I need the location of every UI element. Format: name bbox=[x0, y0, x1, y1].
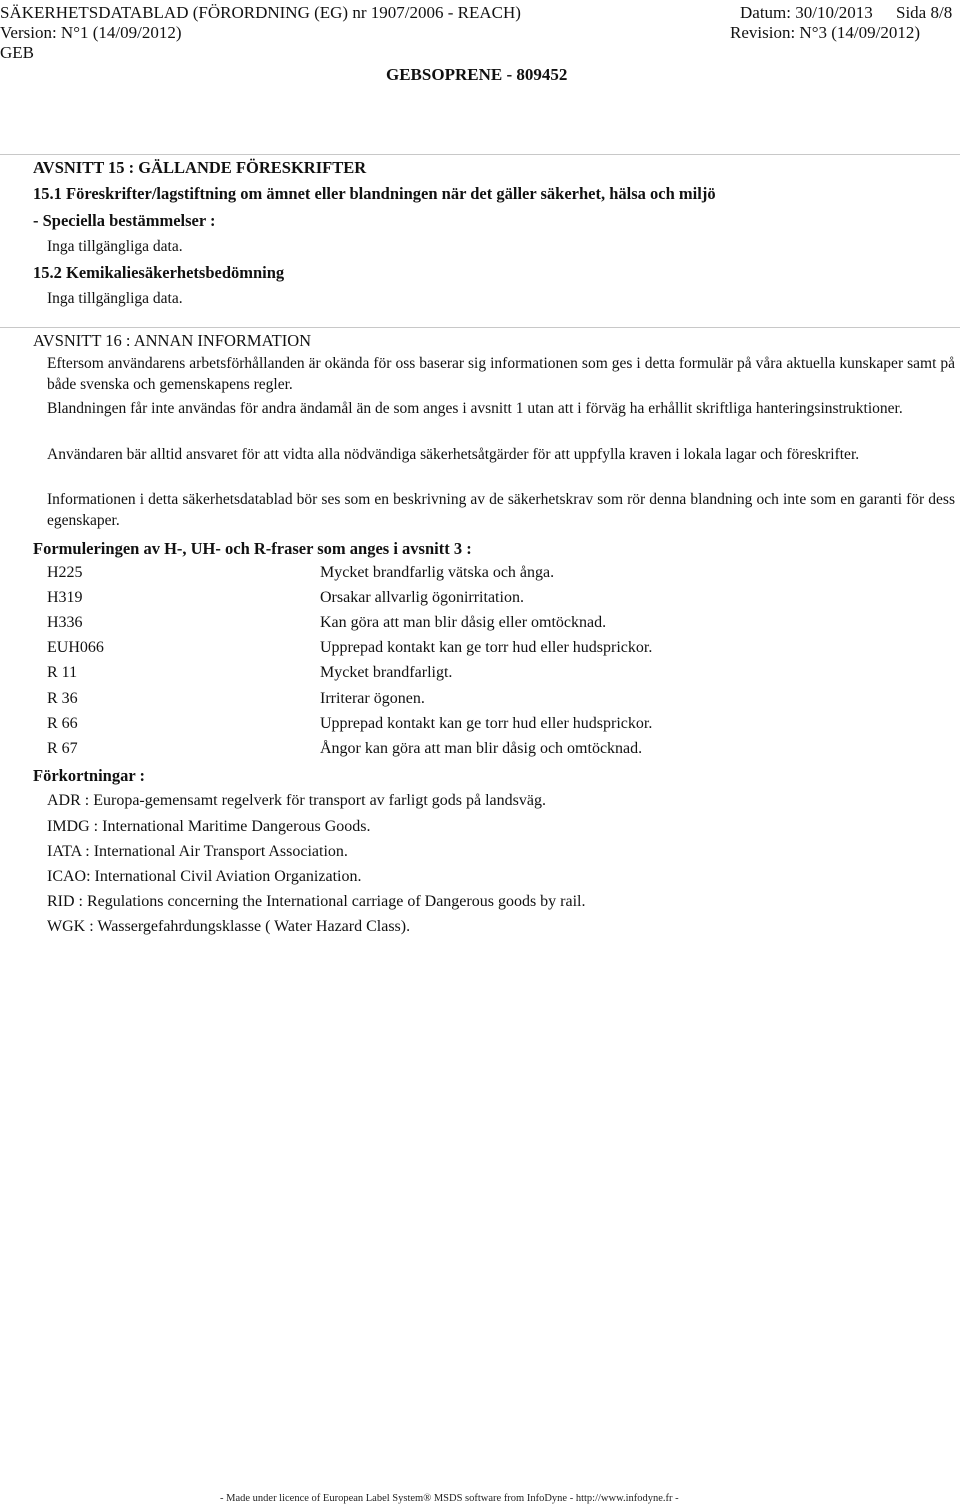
abbreviation-item: ICAO: International Civil Aviation Organization. bbox=[47, 868, 362, 885]
phrase-code: R 66 bbox=[47, 715, 78, 732]
page-number: Sida 8/8 bbox=[896, 3, 953, 22]
phrase-code: H319 bbox=[47, 589, 83, 606]
company-name: GEB bbox=[0, 43, 34, 62]
phrase-text: Kan göra att man blir dåsig eller omtöcknad. bbox=[320, 614, 607, 631]
phrases-heading: Formuleringen av H-, UH- och R-fraser som anges i avsnitt 3 : bbox=[33, 539, 472, 558]
document-date: Datum: 30/10/2013 bbox=[740, 3, 873, 22]
document-revision: Revision: N°3 (14/09/2012) bbox=[730, 23, 921, 42]
section-15-title: AVSNITT 15 : GÄLLANDE FÖRESKRIFTER bbox=[33, 158, 367, 177]
phrase-code: R 67 bbox=[47, 740, 78, 757]
info-paragraph: Blandningen får inte användas för andra ändamål än de som anges i avsnitt 1 utan att i förväg ha erhållit skriftliga hanteringsinstruktioner. bbox=[47, 400, 903, 417]
section-16-title: AVSNITT 16 : ANNAN INFORMATION bbox=[33, 331, 312, 350]
phrase-text: Upprepad kontakt kan ge torr hud eller hudsprickor. bbox=[320, 715, 653, 732]
phrase-code: R 36 bbox=[47, 690, 78, 707]
info-paragraph: Användaren bär alltid ansvaret för att vidta alla nödvändiga säkerhetsåtgärder för att uppfylla kraven i lokala lagar och föreskrifter. bbox=[47, 446, 860, 463]
phrase-text: Mycket brandfarlig vätska och ånga. bbox=[320, 564, 555, 581]
section-15-1-heading: 15.1 Föreskrifter/lagstiftning om ämnet eller blandningen när det gäller säkerhet, hälsa och miljö bbox=[33, 184, 716, 203]
phrase-code: H336 bbox=[47, 614, 83, 631]
phrase-text: Irriterar ögonen. bbox=[320, 690, 425, 707]
section-divider bbox=[0, 154, 960, 155]
phrase-code: R 11 bbox=[47, 664, 78, 681]
phrase-code: EUH066 bbox=[47, 639, 104, 656]
product-name: GEBSOPRENE - 809452 bbox=[386, 65, 568, 84]
abbreviation-item: IMDG : International Maritime Dangerous Goods. bbox=[47, 818, 371, 835]
abbreviations-heading: Förkortningar : bbox=[33, 766, 145, 785]
footer-credit: - Made under licence of European Label System® MSDS software from InfoDyne - http://www.infodyne.fr - bbox=[220, 1493, 679, 1504]
phrase-text: Mycket brandfarligt. bbox=[320, 664, 453, 681]
document-title: SÄKERHETSDATABLAD (FÖRORDNING (EG) nr 1907/2006 - REACH) bbox=[0, 3, 521, 22]
info-paragraph: Informationen i detta säkerhetsdatablad bör ses som en beskrivning av de säkerhetskrav som rör denna blandning och inte som en garanti för dess egenskaper. bbox=[47, 491, 955, 529]
document-version: Version: N°1 (14/09/2012) bbox=[0, 23, 182, 42]
abbreviation-item: ADR : Europa-gemensamt regelverk för transport av farligt gods på landsväg. bbox=[47, 792, 546, 809]
phrase-text: Ångor kan göra att man blir dåsig och omtöcknad. bbox=[320, 740, 643, 757]
special-provisions-text: Inga tillgängliga data. bbox=[47, 238, 183, 255]
section-divider bbox=[0, 327, 960, 328]
phrase-text: Orsakar allvarlig ögonirritation. bbox=[320, 589, 524, 606]
section-15-2-heading: 15.2 Kemikaliesäkerhetsbedömning bbox=[33, 263, 285, 282]
phrase-text: Upprepad kontakt kan ge torr hud eller hudsprickor. bbox=[320, 639, 653, 656]
abbreviation-item: RID : Regulations concerning the International carriage of Dangerous goods by rail. bbox=[47, 893, 586, 910]
section-15-2-text: Inga tillgängliga data. bbox=[47, 290, 183, 307]
abbreviation-item: WGK : Wassergefahrdungsklasse ( Water Hazard Class). bbox=[47, 918, 411, 935]
abbreviation-item: IATA : International Air Transport Association. bbox=[47, 843, 348, 860]
phrase-code: H225 bbox=[47, 564, 83, 581]
info-paragraph: Eftersom användarens arbetsförhållanden är okända för oss baserar sig informationen som ges i detta formulär på våra aktuella kunskaper samt på både svenska och gemenskapens regler. bbox=[47, 355, 955, 393]
special-provisions-label: - Speciella bestämmelser : bbox=[33, 211, 216, 230]
